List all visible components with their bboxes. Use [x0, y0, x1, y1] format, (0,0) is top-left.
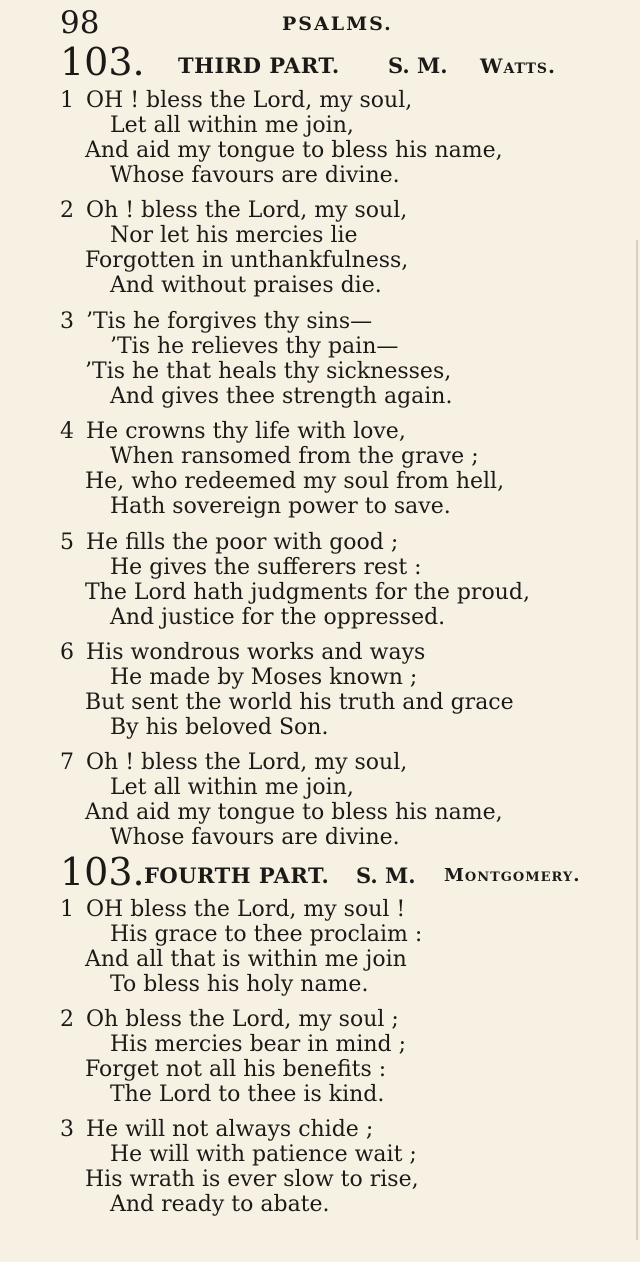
verse-line: He will not always chide ; — [86, 1117, 374, 1142]
stanza-number: 4 — [60, 419, 74, 444]
stanza-number: 5 — [60, 530, 74, 555]
verse-line: Forgotten in unthankfulness, — [85, 248, 409, 273]
verse-line: And gives thee strength again. — [110, 384, 453, 409]
stanza — [60, 419, 630, 519]
verse-line: He made by Moses known ; — [110, 665, 418, 690]
verse-line: And aid my tongue to bless his name, — [85, 800, 503, 825]
verse-line: His grace to thee proclaim : — [110, 922, 423, 947]
stanza — [60, 198, 630, 298]
stanza — [60, 897, 630, 997]
stanza-number: 3 — [60, 1117, 74, 1142]
hymn-number: 103. — [60, 850, 145, 894]
stanza — [60, 750, 630, 850]
verse-line: His mercies bear in mind ; — [110, 1032, 407, 1057]
verse-line: Oh ! bless the Lord, my soul, — [86, 750, 408, 775]
verse-line: Hath sovereign power to save. — [110, 494, 451, 519]
verse-line: Let all within me join, — [110, 113, 354, 138]
verse-line: The Lord to thee is kind. — [110, 1082, 385, 1107]
verse-line: He will with patience wait ; — [110, 1142, 417, 1167]
stanza — [60, 88, 630, 188]
stanza-number: 2 — [60, 1007, 74, 1032]
stanza-number: 1 — [60, 897, 74, 922]
stanza-number: 1 — [60, 88, 74, 113]
verse-line: And all that is within me join — [85, 947, 407, 972]
stanza — [60, 1117, 630, 1217]
stanza — [60, 309, 630, 409]
verse-line: He, who redeemed my soul from hell, — [85, 469, 505, 494]
meter-label: S. M. — [388, 53, 448, 78]
verse-line: To bless his holy name. — [110, 972, 369, 997]
hymn-number: 103. — [60, 40, 145, 84]
verse-line: Whose favours are divine. — [110, 825, 400, 850]
verse-line: Whose favours are divine. — [110, 163, 400, 188]
verse-line: He gives the sufferers rest : — [110, 555, 422, 580]
verse-line: By his beloved Son. — [110, 715, 329, 740]
author-name: Montgomery. — [444, 865, 581, 886]
stanza-number: 3 — [60, 309, 74, 334]
verse-line: He fills the poor with good ; — [86, 530, 399, 555]
hymn-heading-fourth-part — [60, 852, 620, 892]
verse-line: And ready to abate. — [110, 1192, 330, 1217]
hymn-heading-third-part — [60, 42, 620, 82]
stanza — [60, 1007, 630, 1107]
verse-line: He crowns thy life with love, — [86, 419, 406, 444]
verse-line: ’Tis he that heals thy sicknesses, — [85, 359, 452, 384]
verse-line: But sent the world his truth and grace — [85, 690, 514, 715]
meter-label: S. M. — [356, 863, 416, 888]
verse-line: Forget not all his benefits : — [85, 1057, 387, 1082]
verse-line: The Lord hath judgments for the proud, — [85, 580, 530, 605]
verse-line: And aid my tongue to bless his name, — [85, 138, 503, 163]
verse-line: Let all within me join, — [110, 775, 354, 800]
stanza-number: 6 — [60, 640, 74, 665]
verse-line: OH ! bless the Lord, my soul, — [86, 88, 413, 113]
stanza-number: 2 — [60, 198, 74, 223]
stanza-number: 7 — [60, 750, 74, 775]
verse-line: Nor let his mercies lie — [110, 223, 358, 248]
running-head — [60, 6, 620, 40]
verse-line: Oh bless the Lord, my soul ; — [86, 1007, 399, 1032]
verse-line: When ransomed from the grave ; — [110, 444, 479, 469]
verse-line: His wondrous works and ways — [86, 640, 426, 665]
verse-line: OH bless the Lord, my soul ! — [86, 897, 406, 922]
verse-line: And without praises die. — [110, 273, 382, 298]
verse-line: Oh ! bless the Lord, my soul, — [86, 198, 408, 223]
page-number: 98 — [60, 5, 100, 41]
stanza — [60, 530, 630, 630]
part-label: THIRD PART. — [178, 53, 340, 78]
verse-line: And justice for the oppressed. — [110, 605, 446, 630]
verse-line: ’Tis he relieves thy pain— — [110, 334, 399, 359]
author-name: Watts. — [480, 54, 556, 78]
part-label: FOURTH PART. — [144, 863, 330, 888]
stanza — [60, 640, 630, 740]
page-edge-shadow — [636, 240, 638, 1240]
verse-line: His wrath is ever slow to rise, — [85, 1167, 419, 1192]
verse-line: ’Tis he forgives thy sins— — [86, 309, 373, 334]
running-title: PSALMS. — [282, 13, 393, 35]
